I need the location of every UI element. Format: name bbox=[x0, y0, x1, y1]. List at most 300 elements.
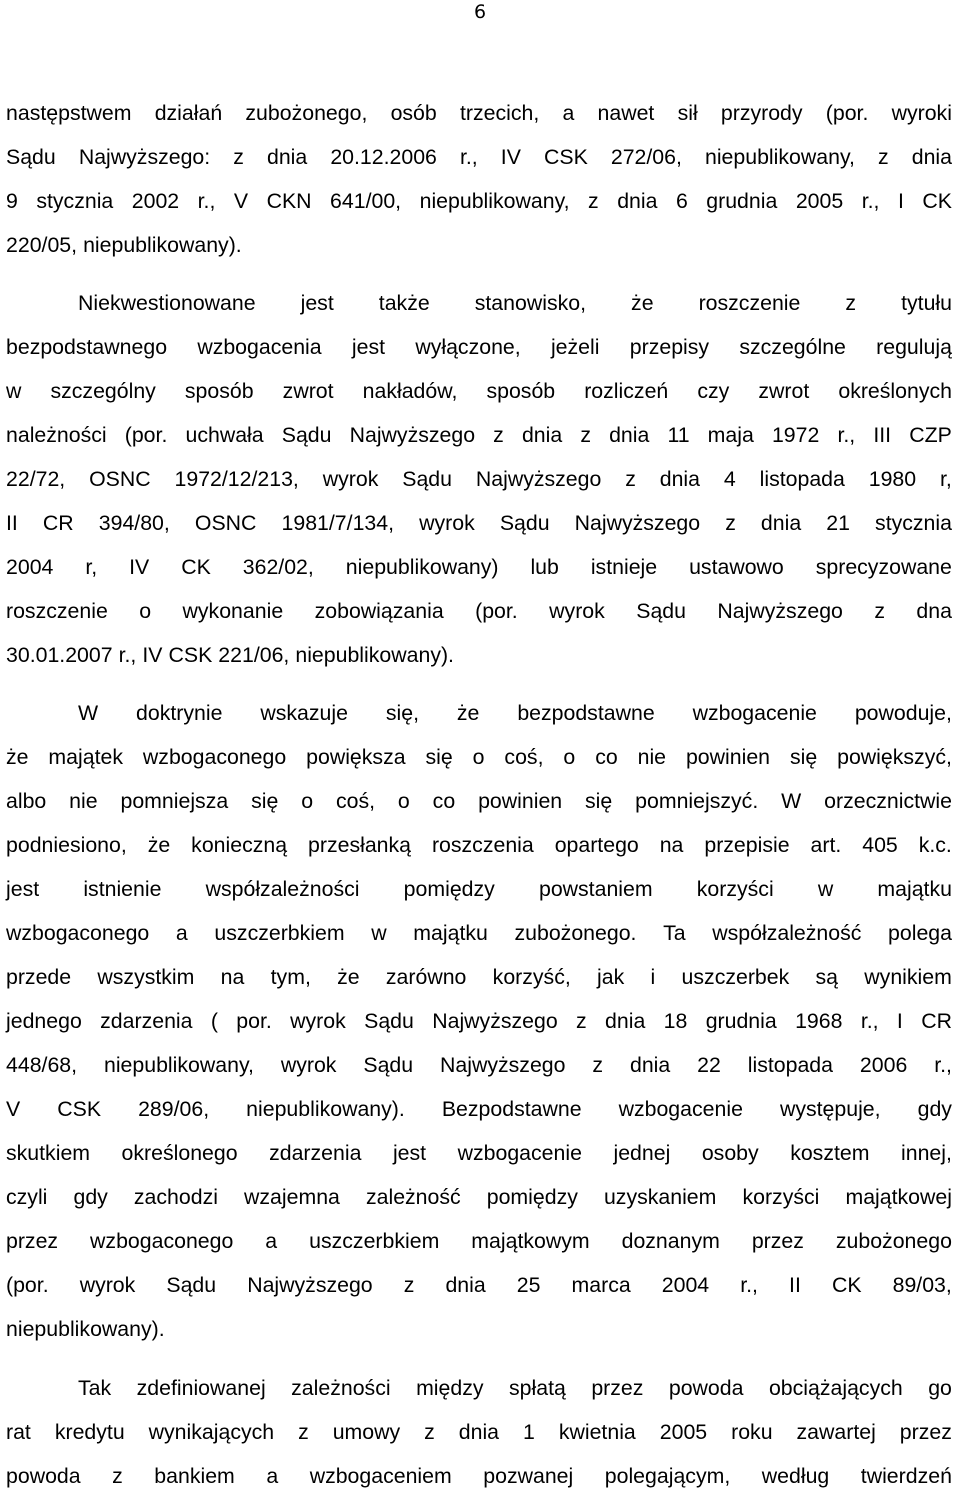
word: 1 bbox=[523, 1420, 535, 1444]
word: się bbox=[251, 789, 279, 813]
word: dnia bbox=[266, 145, 308, 169]
text-line bbox=[6, 186, 952, 216]
word: nie bbox=[69, 789, 98, 813]
word: korzyści bbox=[696, 877, 774, 901]
word: wyroki bbox=[891, 101, 952, 125]
word: powinien bbox=[685, 745, 771, 769]
word: doznanym bbox=[621, 1229, 720, 1253]
word: osób bbox=[390, 101, 437, 125]
word: korzyść, bbox=[492, 965, 571, 989]
word: na bbox=[659, 833, 684, 857]
word: r., bbox=[740, 1273, 758, 1297]
word: OSNC bbox=[194, 511, 257, 535]
text-line bbox=[6, 508, 952, 538]
word: trzecich, bbox=[459, 101, 540, 125]
word: że bbox=[6, 745, 29, 769]
word: a bbox=[175, 921, 188, 945]
text-line bbox=[6, 1138, 952, 1168]
word: wynikających bbox=[148, 1420, 275, 1444]
word: 448/68, bbox=[6, 1053, 78, 1077]
word: wzbogacenia bbox=[197, 335, 322, 359]
word: przez bbox=[591, 1376, 644, 1400]
word: wskazuje bbox=[260, 701, 348, 725]
word: kwietnia bbox=[558, 1420, 636, 1444]
word: wyrok bbox=[419, 511, 475, 535]
word: niepublikowany, bbox=[704, 145, 855, 169]
text-line bbox=[6, 420, 952, 450]
word: uzyskaniem bbox=[603, 1185, 717, 1209]
word: W bbox=[781, 789, 802, 813]
word: gdy bbox=[73, 1185, 108, 1209]
word: co bbox=[595, 745, 618, 769]
word: IV bbox=[129, 555, 150, 579]
word: albo bbox=[6, 789, 47, 813]
word: z bbox=[874, 599, 885, 623]
word: coś, bbox=[504, 745, 544, 769]
page-number: 6 bbox=[473, 1, 487, 23]
word: CKN bbox=[266, 189, 312, 213]
word: następstwem bbox=[6, 101, 132, 125]
word: że bbox=[456, 701, 480, 725]
word: z bbox=[298, 1420, 309, 1444]
word: 22/72, bbox=[6, 467, 66, 491]
word: nie bbox=[637, 745, 667, 769]
text-line bbox=[78, 288, 952, 318]
word: dnia bbox=[659, 467, 700, 491]
word: 1968 bbox=[795, 1009, 843, 1033]
text-line bbox=[6, 596, 952, 626]
word: dnia bbox=[521, 423, 563, 447]
word: Bezpodstawne bbox=[441, 1097, 582, 1121]
word: zachodzi bbox=[133, 1185, 218, 1209]
word: wyrok bbox=[549, 599, 605, 623]
word: 21 bbox=[826, 511, 850, 535]
text-line bbox=[6, 918, 952, 948]
word: Niekwestionowane bbox=[78, 291, 256, 315]
word: przede bbox=[6, 965, 72, 989]
word: także bbox=[378, 291, 430, 315]
word: listopada bbox=[759, 467, 845, 491]
word: stycznia bbox=[36, 189, 114, 213]
word: o bbox=[472, 745, 485, 769]
word: Tak bbox=[78, 1376, 112, 1400]
word: szczególne bbox=[739, 335, 846, 359]
word: współzależność bbox=[712, 921, 862, 945]
text-line bbox=[6, 1270, 952, 1300]
word: uszczerbkiem bbox=[309, 1229, 440, 1253]
word: 11 bbox=[667, 423, 690, 447]
word: Sądu bbox=[6, 145, 56, 169]
word: majątkowej bbox=[845, 1185, 952, 1209]
word: polega bbox=[888, 921, 952, 945]
word: go bbox=[928, 1376, 952, 1400]
word: co bbox=[432, 789, 456, 813]
word: CSK bbox=[168, 643, 213, 667]
word: skutkiem bbox=[6, 1141, 91, 1165]
word: Najwyższego bbox=[717, 599, 843, 623]
word: r., bbox=[197, 189, 216, 213]
word: jest bbox=[300, 291, 334, 315]
word: według bbox=[761, 1464, 830, 1488]
text-line bbox=[6, 332, 952, 362]
word: umowy bbox=[332, 1420, 401, 1444]
word: nawet bbox=[597, 101, 655, 125]
word: z bbox=[845, 291, 857, 315]
word: CSK bbox=[57, 1097, 102, 1121]
text-line bbox=[6, 464, 952, 494]
word: stanowisko, bbox=[474, 291, 587, 315]
word: że bbox=[147, 833, 171, 857]
word: 4 bbox=[723, 467, 736, 491]
word: w bbox=[817, 877, 834, 901]
text-line bbox=[78, 698, 952, 728]
word: jest bbox=[351, 335, 386, 359]
word: (por. bbox=[475, 599, 518, 623]
word: dnia bbox=[458, 1420, 500, 1444]
text-line bbox=[6, 1417, 952, 1447]
word: podniesiono, bbox=[6, 833, 127, 857]
word: przyrody bbox=[720, 101, 803, 125]
word: I bbox=[897, 189, 904, 213]
word: sposób bbox=[486, 379, 556, 403]
word: Najwyższego bbox=[247, 1273, 373, 1297]
word: uchwała bbox=[185, 423, 264, 447]
word: istnieje bbox=[590, 555, 658, 579]
text-line bbox=[6, 98, 952, 128]
word: zawartej bbox=[796, 1420, 876, 1444]
word: CR bbox=[42, 511, 74, 535]
word: z bbox=[592, 1053, 604, 1077]
word: por. bbox=[236, 1009, 272, 1033]
word: zdarzenia bbox=[269, 1141, 362, 1165]
word: szczególny bbox=[50, 379, 156, 403]
word: z bbox=[424, 1420, 435, 1444]
word: bezpodstawne bbox=[517, 701, 655, 725]
word: 89/03, bbox=[892, 1273, 952, 1297]
word: 289/06, bbox=[138, 1097, 210, 1121]
word: 2004 bbox=[661, 1273, 710, 1297]
text-line bbox=[6, 962, 952, 992]
word: art. bbox=[810, 833, 842, 857]
word: r., bbox=[459, 145, 478, 169]
word: wzbogacenie bbox=[692, 701, 817, 725]
text-line bbox=[6, 874, 952, 904]
word: Sądu bbox=[166, 1273, 217, 1297]
word: r, bbox=[940, 467, 952, 491]
word: dnia bbox=[911, 145, 952, 169]
word: wykonanie bbox=[182, 599, 284, 623]
word: jest bbox=[392, 1141, 427, 1165]
word: 20.12.2006 bbox=[330, 145, 437, 169]
word: OSNC bbox=[89, 467, 151, 491]
word: tytułu bbox=[901, 291, 952, 315]
word: o bbox=[139, 599, 152, 623]
word: występuje, bbox=[779, 1097, 881, 1121]
word: z bbox=[576, 1009, 587, 1033]
word: r, bbox=[85, 555, 98, 579]
word: r., bbox=[860, 1009, 879, 1033]
word: powoduje, bbox=[854, 701, 952, 725]
word: Sądu bbox=[364, 1009, 414, 1033]
word: CR bbox=[921, 1009, 952, 1033]
word: jednego bbox=[6, 1009, 82, 1033]
text-line bbox=[6, 1094, 952, 1124]
word: majątku bbox=[877, 877, 952, 901]
text-line bbox=[6, 142, 952, 172]
word: niepublikowany). bbox=[83, 233, 242, 257]
word: IV bbox=[500, 145, 521, 169]
text-line bbox=[6, 640, 952, 670]
word: określonych bbox=[838, 379, 952, 403]
word: wyrok bbox=[79, 1273, 136, 1297]
text-line bbox=[78, 1373, 952, 1403]
word: między bbox=[416, 1376, 484, 1400]
word: roku bbox=[731, 1420, 773, 1444]
text-line bbox=[6, 376, 952, 406]
word: majątek bbox=[48, 745, 123, 769]
word: 18 bbox=[663, 1009, 688, 1033]
word: jak bbox=[597, 965, 625, 989]
word: zubożonego, bbox=[245, 101, 368, 125]
word: należności bbox=[6, 423, 107, 447]
word: przepisy bbox=[629, 335, 710, 359]
word: CK bbox=[181, 555, 211, 579]
word: zdefiniowanej bbox=[136, 1376, 266, 1400]
word: spłatą bbox=[509, 1376, 566, 1400]
word: 6 bbox=[675, 189, 688, 213]
word: gdy bbox=[917, 1097, 952, 1121]
word: wzbogacenie bbox=[618, 1097, 743, 1121]
word: CSK bbox=[543, 145, 588, 169]
word: dnia bbox=[629, 1053, 671, 1077]
word: roszczenie bbox=[698, 291, 801, 315]
word: dnia bbox=[609, 423, 650, 447]
word: 1972 bbox=[771, 423, 820, 447]
word: niepublikowany, bbox=[103, 1053, 254, 1077]
word: niepublikowany, bbox=[419, 189, 570, 213]
word: opartego bbox=[554, 833, 639, 857]
word: zależność bbox=[365, 1185, 461, 1209]
word: Sądu bbox=[499, 511, 550, 535]
word: 30.01.2007 bbox=[6, 643, 113, 667]
word: wzbogacenie bbox=[457, 1141, 582, 1165]
word: dnia bbox=[605, 1009, 646, 1033]
word: wynikiem bbox=[864, 965, 952, 989]
word: pomniejsza bbox=[120, 789, 229, 813]
word: roszczenia bbox=[431, 833, 534, 857]
word: sposób bbox=[184, 379, 254, 403]
word: 2002 bbox=[131, 189, 180, 213]
word: wzajemna bbox=[244, 1185, 340, 1209]
word: współzależności bbox=[205, 877, 360, 901]
word: Sądu bbox=[402, 467, 452, 491]
word: Najwyższego bbox=[440, 1053, 566, 1077]
word: 394/80, bbox=[98, 511, 170, 535]
word: coś, bbox=[335, 789, 376, 813]
word: CK bbox=[831, 1273, 862, 1297]
word: 25 bbox=[516, 1273, 541, 1297]
word: o bbox=[397, 789, 410, 813]
word: z bbox=[112, 1464, 123, 1488]
word: innej, bbox=[901, 1141, 952, 1165]
word: Sądu bbox=[636, 599, 686, 623]
word: a bbox=[265, 1229, 278, 1253]
word: III bbox=[873, 423, 892, 447]
text-line bbox=[6, 786, 952, 816]
word: r., bbox=[861, 189, 880, 213]
word: zależności bbox=[291, 1376, 391, 1400]
word: wyrok bbox=[290, 1009, 346, 1033]
word: uszczerbkiem bbox=[214, 921, 345, 945]
word: istnienie bbox=[83, 877, 162, 901]
word: powinien bbox=[478, 789, 563, 813]
word: że bbox=[631, 291, 654, 315]
word: jednej bbox=[613, 1141, 671, 1165]
word: Najwyższego: bbox=[78, 145, 211, 169]
word: niepublikowany). bbox=[246, 1097, 405, 1121]
word: polegającym, bbox=[604, 1464, 731, 1488]
word: 22 bbox=[697, 1053, 721, 1077]
word: jest bbox=[6, 877, 40, 901]
word: przez bbox=[751, 1229, 804, 1253]
word: niepublikowany) bbox=[345, 555, 499, 579]
word: czyli bbox=[6, 1185, 48, 1209]
word: 2005 bbox=[659, 1420, 708, 1444]
word: 9 bbox=[6, 189, 18, 213]
word: się, bbox=[385, 701, 419, 725]
word: majątku bbox=[413, 921, 488, 945]
word: zwrot bbox=[758, 379, 810, 403]
word: V bbox=[233, 189, 249, 213]
word: doktrynie bbox=[136, 701, 223, 725]
word: wyłączone, bbox=[415, 335, 521, 359]
word: przez bbox=[6, 1229, 59, 1253]
word: rozliczeń bbox=[584, 379, 669, 403]
word: maja bbox=[707, 423, 754, 447]
word: zobowiązania bbox=[314, 599, 444, 623]
text-line bbox=[6, 1006, 952, 1036]
text-line bbox=[6, 1226, 952, 1256]
word: z bbox=[725, 511, 736, 535]
word: W bbox=[78, 701, 99, 725]
word: przesłanką bbox=[308, 833, 412, 857]
word: wzbogaconego bbox=[90, 1229, 234, 1253]
word: działań bbox=[154, 101, 223, 125]
word: powoda bbox=[6, 1464, 81, 1488]
word: przez bbox=[899, 1420, 952, 1444]
word: wyrok bbox=[280, 1053, 337, 1077]
word: zwrot bbox=[282, 379, 334, 403]
word: lub bbox=[530, 555, 559, 579]
word: zarówno bbox=[385, 965, 467, 989]
word: w bbox=[371, 921, 387, 945]
word: z bbox=[580, 423, 591, 447]
word: tym, bbox=[270, 965, 311, 989]
word: 362/02, bbox=[242, 555, 314, 579]
word: niepublikowany). bbox=[295, 643, 454, 667]
word: z bbox=[233, 145, 244, 169]
text-line bbox=[6, 1461, 952, 1491]
word: CK bbox=[922, 189, 952, 213]
word: 221/06, bbox=[218, 643, 290, 667]
word: z bbox=[403, 1273, 415, 1297]
word: regulują bbox=[876, 335, 952, 359]
word: się bbox=[585, 789, 613, 813]
word: że bbox=[337, 965, 360, 989]
word: z bbox=[878, 145, 889, 169]
word: sprecyzowane bbox=[815, 555, 952, 579]
word: na bbox=[220, 965, 245, 989]
word: dnia bbox=[760, 511, 802, 535]
word: dnia bbox=[617, 189, 658, 213]
word: w bbox=[6, 379, 22, 403]
word: Sądu bbox=[281, 423, 332, 447]
word: wyrok bbox=[322, 467, 379, 491]
word: kosztem bbox=[790, 1141, 870, 1165]
word: grudnia bbox=[706, 189, 778, 213]
text-line bbox=[6, 830, 952, 860]
text-line bbox=[6, 1050, 952, 1080]
word: II bbox=[6, 511, 18, 535]
word: wszystkim bbox=[97, 965, 195, 989]
word: 272/06, bbox=[610, 145, 682, 169]
word: (por. bbox=[825, 101, 869, 125]
word: ( bbox=[210, 1009, 218, 1033]
word: IV bbox=[142, 643, 163, 667]
word: twierdzeń bbox=[860, 1464, 952, 1488]
word: (por. bbox=[124, 423, 168, 447]
word: się bbox=[425, 745, 453, 769]
text-line bbox=[6, 1314, 952, 1344]
word: bezpodstawnego bbox=[6, 335, 168, 359]
word: się bbox=[789, 745, 818, 769]
word: majątkowym bbox=[471, 1229, 590, 1253]
word: Najwyższego bbox=[349, 423, 476, 447]
text-line bbox=[6, 552, 952, 582]
word: z bbox=[493, 423, 504, 447]
word: r., bbox=[837, 423, 856, 447]
word: 1981/7/134, bbox=[281, 511, 395, 535]
word: zubożonego bbox=[835, 1229, 952, 1253]
word: pomiędzy bbox=[486, 1185, 578, 1209]
word: orzecznictwie bbox=[824, 789, 952, 813]
word: czy bbox=[697, 379, 730, 403]
word: sił bbox=[677, 101, 698, 125]
word: stycznia bbox=[875, 511, 952, 535]
word: jeżeli bbox=[550, 335, 600, 359]
word: marca bbox=[571, 1273, 631, 1297]
word: wzbogaconego bbox=[142, 745, 287, 769]
word: powoda bbox=[668, 1376, 744, 1400]
word: 641/00, bbox=[330, 189, 402, 213]
word: CZP bbox=[909, 423, 952, 447]
word: o bbox=[301, 789, 314, 813]
word: konieczną bbox=[191, 833, 288, 857]
word: osoby bbox=[701, 1141, 759, 1165]
word: z bbox=[625, 467, 636, 491]
word: 2004 bbox=[6, 555, 54, 579]
word: a bbox=[266, 1464, 279, 1488]
text-line bbox=[6, 230, 952, 260]
word: Najwyższego bbox=[574, 511, 701, 535]
word: korzyści bbox=[742, 1185, 820, 1209]
word: niepublikowany). bbox=[6, 1317, 165, 1341]
word: 2006 bbox=[859, 1053, 908, 1077]
text-line bbox=[6, 1182, 952, 1212]
word: powstaniem bbox=[538, 877, 653, 901]
word: powiększa bbox=[306, 745, 406, 769]
word: kredytu bbox=[54, 1420, 125, 1444]
